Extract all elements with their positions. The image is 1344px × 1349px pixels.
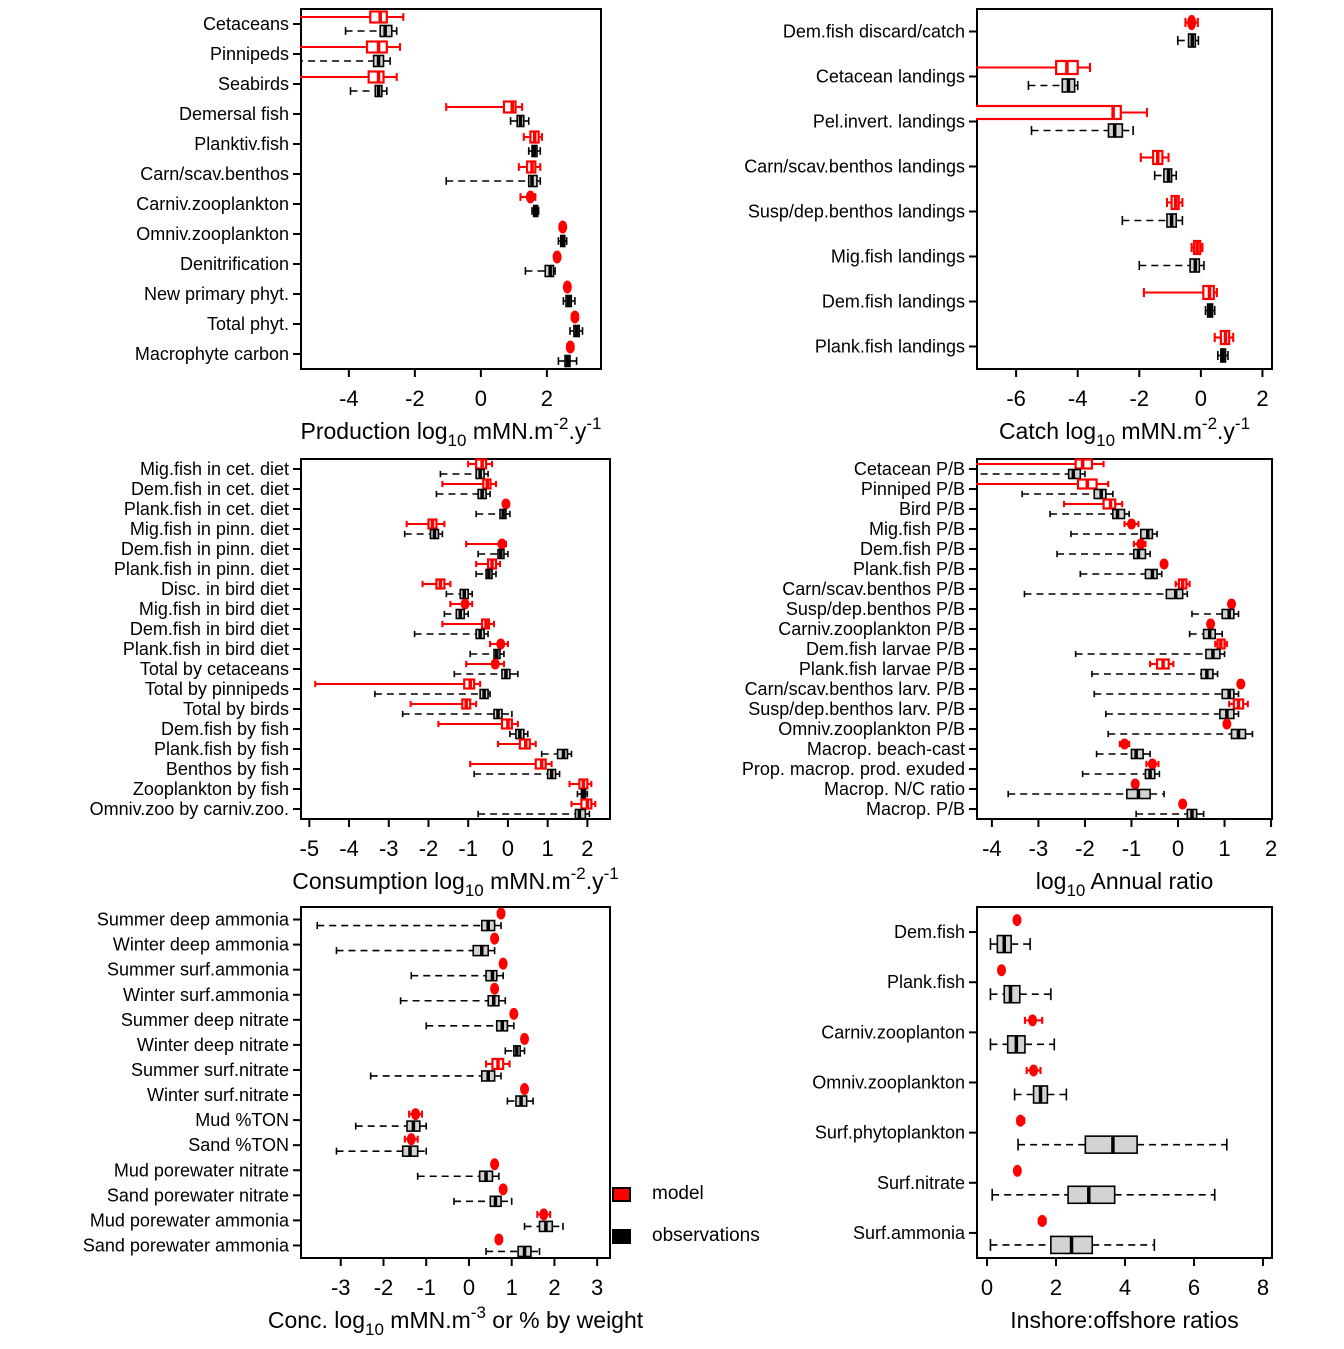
- boxplot-row: [1192, 599, 1239, 618]
- panel-consumption: [90, 459, 619, 900]
- x-tick-label: 2: [1264, 836, 1278, 861]
- boxplot-row: [486, 1234, 539, 1257]
- x-axis-title: Conc. $\log_{10} mMN.m^{-3}$ or % by weight: [267, 1303, 644, 1339]
- x-axis-title: Consumption $\log_{10} mMN.m^{-2}.y^{-1}$: [292, 864, 619, 900]
- category-label: New primary phyt.: [143, 284, 289, 304]
- boxplot-row: [446, 102, 529, 127]
- x-tick-label: 2: [540, 386, 553, 411]
- boxplot-row: [992, 1165, 1215, 1203]
- x-tick-label: -1: [458, 836, 478, 861]
- x-tick-label: 0: [501, 836, 515, 861]
- boxplot-row: [1015, 1065, 1067, 1103]
- boxplot-row: [476, 560, 500, 579]
- boxplot-row: [470, 639, 508, 658]
- boxplot-row: [401, 983, 506, 1006]
- category-label: Surf.nitrate: [876, 1172, 965, 1193]
- x-tick-label: -2: [1129, 386, 1150, 411]
- boxplot-row: [1024, 580, 1189, 599]
- category-label: Mig.fish in cet. diet: [139, 459, 289, 479]
- category-label: Carn/scav.benthos larv. P/B: [744, 679, 965, 699]
- category-label: Surf.phytoplankton: [814, 1122, 965, 1143]
- category-label: Dem.fish larvae P/B: [805, 639, 965, 659]
- category-label: Mud %TON: [195, 1110, 289, 1131]
- x-tick-label: 1: [505, 1275, 518, 1300]
- category-label: Total by birds: [182, 699, 289, 719]
- boxplot-row: [969, 460, 1104, 479]
- x-axis-title: Catch $\log_{10} mMN.m^{-2}.y^{-1}$: [998, 414, 1251, 450]
- x-tick-label: 0: [462, 1275, 476, 1300]
- category-label: Carn/scav.benthos P/B: [782, 579, 965, 599]
- category-label: Plank.fish in pinn. diet: [113, 559, 289, 579]
- boxplot-row: [1092, 660, 1218, 679]
- boxplot-row: [1141, 151, 1176, 182]
- x-tick-label: 1: [1218, 836, 1231, 861]
- x-tick-label: 2: [548, 1275, 561, 1300]
- x-tick-label: -1: [1121, 836, 1142, 861]
- boxplot-row: [411, 958, 507, 981]
- category-label: Dem.fish in pinn. diet: [120, 539, 289, 559]
- category-label: Dem.fish landings: [821, 291, 965, 312]
- x-tick-label: 2: [1256, 386, 1269, 411]
- boxplot-row: [454, 659, 518, 678]
- boxplot-row: [970, 61, 1090, 92]
- boxplot-row: [1071, 519, 1157, 538]
- category-label: Pel.invert. landings: [812, 111, 965, 132]
- category-label: Plank.fish in bird diet: [122, 639, 289, 659]
- boxplot-row: [524, 132, 542, 157]
- boxplot-row: [1108, 719, 1252, 738]
- boxplot-row: [336, 1134, 426, 1157]
- panel-production: [135, 9, 602, 450]
- category-label: Pinniped P/B: [860, 479, 965, 499]
- boxplot-row: [1016, 1115, 1226, 1153]
- category-label: Winter deep nitrate: [136, 1034, 289, 1055]
- category-label: Summer deep ammonia: [96, 909, 289, 930]
- boxplot-row: [476, 499, 510, 518]
- x-tick-label: -2: [418, 836, 439, 861]
- boxplot-row: [454, 1184, 512, 1207]
- boxplot-row: [1057, 539, 1150, 558]
- category-label: Mud porewater ammonia: [89, 1210, 289, 1231]
- category-label: Dem.fish by fish: [160, 719, 289, 739]
- boxplot-row: [507, 1084, 533, 1107]
- boxplot-row: [438, 720, 527, 739]
- category-label: Plank.fish landings: [814, 336, 965, 357]
- x-tick-label: -1: [416, 1275, 437, 1300]
- boxplot-row: [423, 580, 473, 599]
- boxplot-row: [1215, 331, 1233, 362]
- boxplot-row: [440, 460, 492, 479]
- x-tick-label: -4: [982, 836, 1002, 861]
- category-label: Winter surf.nitrate: [146, 1085, 289, 1106]
- x-axis-title: $\log_{10}$ Annual ratio: [1035, 868, 1214, 900]
- x-tick-label: -2: [373, 1275, 394, 1300]
- boxplot-row: [1083, 759, 1160, 778]
- category-label: Summer surf.ammonia: [106, 959, 289, 980]
- x-tick-label: 2: [1049, 1275, 1063, 1300]
- category-label: Plank.fish in cet. diet: [123, 499, 289, 519]
- category-label: Macrop. N/C ratio: [823, 779, 965, 799]
- boxplot-row: [1139, 241, 1204, 272]
- category-label: Cetacean landings: [815, 66, 965, 87]
- x-tick-label: -4: [339, 386, 359, 411]
- category-label: Macrophyte carbon: [134, 344, 289, 364]
- category-label: Mig.fish landings: [830, 246, 965, 267]
- boxplot-row: [990, 915, 1030, 953]
- category-label: Dem.fish in bird diet: [129, 619, 289, 639]
- category-label: Carniv.zooplanton: [821, 1022, 965, 1043]
- boxplot-row: [1106, 700, 1248, 719]
- observations-swatch-icon: [612, 1229, 631, 1244]
- boxplot-row: [563, 281, 575, 307]
- boxplot-row: [1076, 640, 1227, 659]
- boxplot-row: [415, 620, 494, 639]
- category-label: Winter surf.ammonia: [122, 984, 289, 1005]
- boxplot-row: [990, 1215, 1154, 1253]
- category-label: Mig.fish in bird diet: [138, 599, 289, 619]
- boxplot-row: [525, 251, 561, 277]
- boxplot-row: [446, 162, 540, 187]
- boxplot-row: [426, 1008, 518, 1031]
- category-label: Summer surf.nitrate: [130, 1059, 289, 1080]
- x-tick-label: 0: [1194, 386, 1207, 411]
- category-label: Carn/scav.benthos landings: [744, 156, 965, 177]
- category-label: Seabirds: [217, 74, 289, 94]
- boxplot-row: [317, 908, 505, 931]
- boxplot-row: [558, 341, 576, 367]
- boxplot-row: [970, 106, 1147, 137]
- model-swatch-icon: [612, 1187, 631, 1202]
- category-label: Disc. in bird diet: [160, 579, 289, 599]
- boxplot-row: [990, 965, 1050, 1003]
- legend-item-observations: [612, 1225, 760, 1246]
- x-tick-label: 0: [474, 386, 487, 411]
- boxplot-row: [315, 680, 490, 699]
- legend-item-model: [612, 1183, 760, 1204]
- boxplot-row: [436, 480, 496, 499]
- category-label: Sand porewater ammonia: [82, 1235, 289, 1256]
- boxplot-row: [478, 800, 595, 819]
- panel-inshore-offshore: [812, 907, 1272, 1333]
- boxplot-row: [569, 780, 591, 799]
- category-label: Mig.fish P/B: [868, 519, 965, 539]
- category-label: Macrop. beach-cast: [806, 739, 965, 759]
- x-axis-title: Production $\log_{10} mMN.m^{-2}.y^{-1}$: [300, 414, 602, 450]
- category-label: Sand %TON: [188, 1135, 289, 1156]
- legend-label-model: model: [652, 1183, 704, 1204]
- boxplot-row: [505, 1033, 528, 1056]
- category-label: Omniv.zooplankton: [136, 224, 289, 244]
- x-tick-label: 6: [1187, 1275, 1201, 1300]
- boxplot-row: [296, 42, 400, 67]
- boxplot-row: [403, 700, 512, 719]
- category-label: Prop. macrop. prod. exuded: [741, 759, 965, 779]
- category-label: Demersal fish: [178, 104, 289, 124]
- category-label: Omniv.zooplankton: [812, 1072, 965, 1093]
- boxplot-row: [418, 1159, 499, 1182]
- category-label: Winter deep ammonia: [112, 934, 289, 955]
- category-label: Dem.fish P/B: [859, 539, 965, 559]
- x-tick-label: -2: [1075, 836, 1095, 861]
- boxplot-row: [1136, 799, 1203, 818]
- category-label: Plank.fish by fish: [153, 739, 289, 759]
- panel-catch: [744, 9, 1272, 450]
- x-tick-label: 0: [1171, 836, 1185, 861]
- category-label: Omniv.zoo by carniv.zoo.: [89, 799, 289, 819]
- boxplot-row: [1097, 739, 1151, 758]
- category-label: Susp/dep.benthos P/B: [785, 599, 965, 619]
- boxplot-row: [405, 520, 445, 539]
- category-label: Denitrification: [179, 254, 289, 274]
- x-tick-label: -3: [1028, 836, 1049, 861]
- boxplot-row: [1178, 15, 1199, 47]
- category-label: Susp/dep.benthos larv. P/B: [748, 699, 965, 719]
- category-label: Carn/scav.benthos: [140, 164, 289, 184]
- category-label: Plank.fish larvae P/B: [798, 659, 965, 679]
- x-tick-label: 3: [591, 1275, 604, 1300]
- boxplot-row: [1190, 619, 1223, 638]
- category-label: Pinnipeds: [209, 44, 289, 64]
- category-label: Sand porewater nitrate: [106, 1185, 289, 1206]
- boxplot-row: [1050, 500, 1129, 519]
- x-tick-label: 4: [1118, 1275, 1132, 1300]
- category-label: Bird P/B: [898, 499, 965, 519]
- panel-annual-ratio: [742, 459, 1277, 900]
- boxplot-row: [296, 12, 403, 37]
- boxplot-row: [336, 933, 498, 956]
- category-label: Dem.fish in cet. diet: [130, 479, 289, 499]
- boxplot-row: [570, 311, 583, 337]
- x-tick-label: 1: [541, 836, 554, 861]
- boxplot-row: [1122, 196, 1182, 227]
- category-label: Surf.ammonia: [852, 1222, 965, 1243]
- category-label: Mud porewater nitrate: [113, 1160, 289, 1181]
- boxplot-row: [466, 539, 508, 558]
- category-label: Dem.fish: [893, 922, 965, 943]
- category-label: Susp/dep.benthos landings: [747, 201, 965, 222]
- boxplot-row: [1094, 679, 1245, 698]
- boxplot-row: [1080, 559, 1168, 578]
- category-label: Mig.fish in pinn. diet: [129, 519, 289, 539]
- x-tick-label: -4: [339, 836, 359, 861]
- boxplot-row: [498, 740, 571, 759]
- category-label: Plank.fish P/B: [852, 559, 965, 579]
- category-label: Total phyt.: [206, 314, 289, 334]
- x-axis-title: Inshore:offshore ratios: [1010, 1307, 1239, 1333]
- boxplot-row: [969, 480, 1113, 499]
- boxplot-row: [1144, 286, 1217, 317]
- category-label: Dem.fish discard/catch: [782, 21, 965, 42]
- boxplot-row: [356, 1109, 427, 1132]
- x-tick-label: 8: [1256, 1275, 1270, 1300]
- boxplot-row: [558, 221, 566, 247]
- category-label: Planktiv.fish: [194, 134, 289, 154]
- category-label: Plank.fish: [886, 972, 965, 993]
- boxplot-row: [525, 1209, 563, 1232]
- category-label: Carniv.zooplankton P/B: [778, 619, 965, 639]
- boxplot-row: [470, 760, 559, 779]
- x-tick-label: -4: [1067, 386, 1088, 411]
- x-tick-label: -2: [405, 386, 425, 411]
- x-tick-label: -3: [378, 836, 399, 861]
- category-label: Macrop. P/B: [865, 799, 965, 819]
- category-label: Cetaceans: [202, 14, 289, 34]
- legend-label-observations: observations: [652, 1225, 760, 1246]
- category-label: Carniv.zooplankton: [136, 194, 289, 214]
- boxplot-row: [520, 191, 538, 217]
- boxplot-row: [1008, 779, 1164, 798]
- x-tick-label: -6: [1006, 386, 1026, 411]
- category-label: Summer deep nitrate: [120, 1009, 289, 1030]
- category-label: Cetacean P/B: [853, 459, 965, 479]
- x-tick-label: 2: [581, 836, 594, 861]
- x-tick-label: 0: [980, 1275, 994, 1300]
- x-tick-label: -3: [330, 1275, 351, 1300]
- legend: [612, 1183, 760, 1270]
- category-label: Zooplankton by fish: [132, 779, 289, 799]
- panel-concentration: [83, 907, 644, 1339]
- category-label: Total by pinnipeds: [144, 679, 289, 699]
- x-tick-label: -5: [299, 836, 320, 861]
- category-label: Omniv.zooplankton P/B: [778, 719, 965, 739]
- boxplot-row: [296, 72, 397, 97]
- category-label: Benthos by fish: [165, 759, 289, 779]
- boxplot-row: [444, 599, 472, 618]
- boxplot-row: [990, 1015, 1054, 1053]
- category-label: Total by cetaceans: [139, 659, 289, 679]
- boxplot-row: [371, 1059, 510, 1081]
